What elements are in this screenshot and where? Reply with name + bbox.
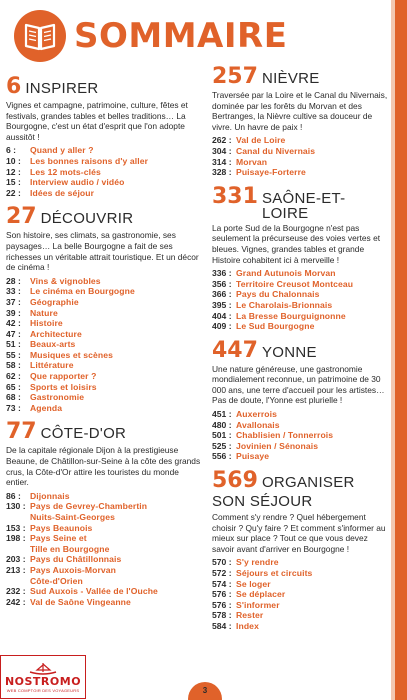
entry-page: 584 :: [212, 620, 232, 631]
entry-list: [212, 268, 388, 332]
entry-page: 404 :: [212, 310, 232, 321]
brand-subtitle: WEB COMPTOIR DES VOYAGEURS: [6, 687, 80, 693]
section-description: Vignes et campagne, patrimoine, culture, fêtes et festivals, grandes tables et belles traditions… La Bourgogne, c'est un état d'esprit que l'on adopte aussitôt !: [6, 100, 188, 142]
page-edge-strip: [395, 0, 407, 700]
entry-label: [30, 533, 109, 554]
entry-label-text: Quand y aller ?: [30, 145, 94, 156]
entry-page: 232 :: [6, 586, 26, 597]
entry-page: 153 :: [6, 522, 26, 533]
entry-label: [30, 382, 97, 393]
entry-label: [236, 321, 314, 332]
entry-label: [30, 188, 94, 199]
section-title: YONNE: [261, 343, 317, 361]
entry-label-text: La Bresse Bourguignonne: [236, 310, 346, 321]
toc-entry[interactable]: [212, 420, 388, 431]
entry-label-text: Géographie: [30, 296, 79, 307]
toc-entry[interactable]: [212, 441, 388, 452]
brand-name: NOSTROMO: [4, 674, 82, 688]
section-title: DÉCOUVRIR: [40, 210, 134, 228]
section-page-number: 569: [212, 468, 258, 494]
entry-page: 15 :: [6, 177, 21, 188]
entry-label: [236, 610, 263, 621]
entry-label-text: Nature: [30, 307, 58, 318]
entry-label-text: Architecture: [30, 328, 82, 339]
entry-label: [236, 451, 269, 462]
section-description: La porte Sud de la Bourgogne n'est pas seulement la précurseuse des voies vertes et bleues. Vignes, grandes tables et grande Histoire cohabitent ici à merveille !: [212, 222, 381, 265]
toc-entry[interactable]: [6, 491, 202, 502]
entry-label-text: Littérature: [30, 360, 74, 371]
entry-page: 73 :: [6, 402, 21, 413]
toc-section: [212, 183, 388, 332]
toc-entry[interactable]: [6, 371, 202, 382]
entry-page: 55 :: [6, 349, 21, 360]
entry-list: [212, 557, 388, 631]
entry-label: [30, 308, 58, 319]
section-title: ORGANISER: [261, 474, 355, 492]
toc-entry[interactable]: [6, 188, 202, 199]
entry-label: [236, 430, 333, 441]
brand-ship-icon: [28, 662, 58, 676]
entry-page: 47 :: [6, 328, 21, 339]
entry-label: [30, 360, 74, 371]
entry-label-text: Le Sud Bourgogne: [236, 321, 315, 332]
entry-label-text: Histoire: [30, 318, 63, 329]
entry-label: [236, 409, 277, 420]
entry-label: [30, 350, 113, 361]
entry-page: 556 :: [212, 451, 232, 462]
entry-label: [30, 554, 121, 565]
entry-label-text: Pays Auxois-Morvan: [30, 564, 117, 575]
toc-entry[interactable]: [212, 451, 388, 462]
entry-label-text: Beaux-arts: [30, 339, 76, 350]
entry-label: [236, 589, 285, 600]
toc-entry[interactable]: [212, 610, 388, 621]
entry-page: 6 :: [6, 145, 17, 156]
open-book-icon: [22, 19, 58, 53]
entry-label: [30, 371, 96, 382]
toc-entry[interactable]: [6, 308, 202, 319]
entry-label: [236, 289, 319, 300]
entry-label-text: Avallonais: [236, 419, 280, 430]
entry-page: 58 :: [6, 360, 21, 371]
entry-label-text: Dijonnais: [30, 490, 70, 501]
section-description: Son histoire, ses climats, sa gastronomie, ses paysages… La belle Bourgogne a fait de ses richesses un véritable attrait touristique. Et un décor de cinéma !: [6, 230, 199, 273]
entry-label: [236, 420, 280, 431]
section-description: Comment s'y rendre ? Quel hébergement choisir ? Qu'y faire ? Et comment s'informer au mieux sur place ? Tout ce que vous devez savoir avant d'arriver en Bourgogne !: [212, 512, 386, 554]
entry-label: [30, 145, 94, 156]
toc-entry[interactable]: [212, 135, 388, 146]
logo-badge: [14, 10, 66, 62]
entry-label-text: Jovinien / Sénonais: [236, 440, 319, 451]
toc-entry[interactable]: [6, 177, 202, 188]
toc-entry[interactable]: [212, 621, 388, 632]
entry-label-text: Séjours et circuits: [236, 568, 313, 578]
entry-label-text: Canal du Nivernais: [236, 145, 316, 156]
entry-label-text: Sud Auxois - Vallée de l'Ouche: [30, 586, 158, 597]
toc-entry[interactable]: [6, 286, 202, 297]
entry-page: 314 :: [212, 156, 232, 167]
toc-entry[interactable]: [212, 430, 388, 441]
section-title-line2: SON SÉJOUR: [212, 493, 313, 511]
entry-label: [236, 167, 306, 178]
entry-page: 356 :: [212, 278, 232, 289]
entry-page: 28 :: [6, 275, 21, 286]
entry-page: 328 :: [212, 167, 232, 178]
toc-entry[interactable]: [212, 268, 388, 279]
entry-page: 409 :: [212, 321, 232, 332]
entry-page: 130 :: [6, 501, 26, 512]
entry-label: [30, 339, 75, 350]
entry-label: [236, 300, 332, 311]
toc-entry[interactable]: [6, 145, 202, 156]
entry-page: 68 :: [6, 392, 21, 403]
entry-label: [30, 286, 135, 297]
entry-label: [236, 279, 353, 290]
toc-entry[interactable]: [212, 146, 388, 157]
section-page-number: 331: [212, 183, 258, 209]
section-description: Traversée par la Loire et le Canal du Nivernais, dominée par les forêts du Morvan et des Bertranges, la Nièvre cultive sa douceur de vivre. Un havre de paix !: [212, 90, 388, 132]
entry-label: [236, 441, 318, 452]
section-page-number: 447: [212, 337, 258, 363]
entry-page: 336 :: [212, 268, 232, 279]
entry-label: [236, 621, 259, 632]
entry-label: [30, 491, 70, 502]
entry-label-text: Les 12 mots-clés: [30, 166, 101, 177]
toc-entry[interactable]: [212, 279, 388, 290]
entry-label-text: Agenda: [30, 402, 63, 413]
entry-label-text: Idées de séjour: [30, 187, 95, 198]
toc-column-right: [212, 66, 388, 640]
page-number-badge: [188, 682, 222, 700]
section-page-number: 257: [212, 64, 258, 89]
section-page-number: 27: [6, 204, 37, 230]
entry-page: 39 :: [6, 307, 21, 318]
toc-entry[interactable]: [212, 409, 388, 420]
section-page-number: 77: [6, 419, 37, 445]
entry-page: 12 :: [6, 166, 21, 177]
entry-label: [30, 276, 101, 287]
entry-label: [236, 135, 285, 146]
toc-section: [212, 66, 388, 178]
entry-page: 451 :: [212, 409, 232, 420]
entry-label-text: Musiques et scènes: [30, 349, 113, 360]
toc-column-left: [6, 76, 202, 615]
entry-label: [30, 392, 84, 403]
entry-label: [236, 146, 315, 157]
entry-label-text: Vins & vignobles: [30, 275, 101, 286]
section-title: CÔTE-D'OR: [40, 425, 127, 443]
entry-page: 86 :: [6, 490, 21, 501]
entry-list: [6, 145, 202, 198]
entry-label: [30, 297, 79, 308]
toc-entry[interactable]: [6, 554, 202, 565]
toc-entry[interactable]: [6, 276, 202, 287]
toc-section: [212, 470, 388, 632]
toc-entry[interactable]: [6, 297, 202, 308]
entry-label: [30, 156, 148, 167]
toc-entry[interactable]: [212, 568, 388, 579]
entry-page: 570 :: [212, 557, 232, 568]
entry-label-text: Interview audio / vidéo: [30, 177, 125, 188]
entry-page: 51 :: [6, 339, 21, 350]
toc-entry[interactable]: [6, 318, 202, 329]
entry-page: 213 :: [6, 564, 26, 575]
entry-page: 480 :: [212, 419, 232, 430]
entry-label: [236, 579, 271, 590]
toc-entry[interactable]: [6, 523, 202, 534]
toc-section: [6, 421, 202, 607]
entry-page: 10 :: [6, 155, 21, 166]
entry-page: 395 :: [212, 299, 232, 310]
entry-list: [212, 135, 388, 177]
toc-entry[interactable]: [6, 339, 202, 350]
entry-list: [6, 491, 202, 608]
toc-entry[interactable]: [6, 597, 202, 608]
entry-page: 262 :: [212, 135, 232, 146]
entry-label-text: Pays de Gevrey-Chambertin: [30, 501, 148, 512]
entry-label: [30, 167, 101, 178]
entry-label: [30, 523, 92, 534]
entry-label-text: Se déplacer: [236, 589, 286, 600]
toc-entry[interactable]: [212, 157, 388, 168]
entry-page: 198 :: [6, 533, 26, 544]
entry-label-text: Territoire Creusot Montceau: [236, 278, 354, 289]
entry-label: [30, 501, 147, 522]
entry-label-text: Gastronomie: [30, 392, 85, 403]
toc-entry[interactable]: [212, 289, 388, 300]
toc-entry[interactable]: [6, 350, 202, 361]
entry-page: 304 :: [212, 145, 232, 156]
section-heading: [212, 66, 388, 88]
entry-page: 22 :: [6, 187, 21, 198]
entry-label-text: Sports et loisirs: [30, 381, 97, 392]
toc-entry[interactable]: [212, 311, 388, 322]
entry-page: 576 :: [212, 589, 232, 600]
entry-label-text: Pays Beaunois: [30, 522, 93, 533]
entry-label: [30, 597, 131, 608]
entry-label: [30, 403, 62, 414]
entry-label-text: Chablisien / Tonnerrois: [236, 430, 334, 441]
entry-page: 525 :: [212, 440, 232, 451]
entry-label: [30, 565, 116, 586]
entry-label-text: Le cinéma en Bourgogne: [30, 286, 135, 297]
entry-label: [30, 329, 82, 340]
entry-page: 242 :: [6, 596, 26, 607]
section-heading: [6, 421, 202, 443]
toc-section: [6, 76, 202, 198]
toc-entry[interactable]: [212, 589, 388, 600]
toc-entry[interactable]: [6, 329, 202, 340]
entry-page: 501 :: [212, 430, 232, 441]
entry-label-text: Les bonnes raisons d'y aller: [30, 155, 149, 166]
section-title: SAÔNE-ET-LOIRE: [261, 189, 346, 222]
entry-page: 572 :: [212, 568, 232, 578]
entry-label-text: S'informer: [236, 599, 280, 610]
entry-label-text: Grand Autunois Morvan: [236, 268, 336, 279]
section-heading: [212, 183, 388, 222]
entry-label-text: Puisaye-Forterre: [236, 167, 306, 178]
section-description: Une nature généreuse, une gastronomie mondialement reconnue, un patrimoine de 30 000 ans, une terre d'accueil pour les artistes… Pas de doute, l'Yonne est plurielle !: [212, 363, 385, 406]
entry-label: [236, 557, 279, 568]
entry-page: 62 :: [6, 371, 21, 382]
toc-entry[interactable]: [212, 300, 388, 311]
entry-list: [6, 276, 202, 414]
entry-page: 366 :: [212, 289, 232, 300]
entry-label: [236, 568, 312, 579]
toc-section: [6, 206, 202, 413]
entry-page: 576 :: [212, 599, 232, 610]
entry-page: 42 :: [6, 318, 21, 329]
toc-entry[interactable]: [6, 403, 202, 414]
entry-label-text: Que rapporter ?: [30, 371, 97, 382]
section-title: INSPIRER: [25, 80, 99, 97]
toc-entry[interactable]: [212, 600, 388, 611]
entry-label: [30, 586, 158, 597]
brand-watermark: [0, 655, 86, 699]
toc-entry[interactable]: [6, 167, 202, 178]
entry-label: [236, 268, 336, 279]
toc-entry[interactable]: [6, 586, 202, 597]
entry-label-text: Auxerrois: [236, 409, 278, 420]
toc-entry[interactable]: [212, 579, 388, 590]
toc-entry[interactable]: [6, 392, 202, 403]
section-description: De la capitale régionale Dijon à la prestigieuse Beaune, de Châtillon-sur-Seine à la côte des grands crus, la Côte-d'Or attire les touristes du monde entier.: [6, 445, 201, 488]
entry-label-text: Val de Loire: [236, 135, 286, 146]
entry-label-text: Puisaye: [236, 451, 270, 462]
toc-entry[interactable]: [6, 156, 202, 167]
entry-list: [212, 409, 388, 462]
entry-label: [30, 318, 63, 329]
entry-label-text: Le Charolais-Brionnais: [236, 299, 333, 310]
entry-label-text: Rester: [236, 610, 264, 621]
entry-label: [236, 600, 280, 611]
entry-label-line2: Nuits-Saint-Georges: [30, 512, 115, 522]
entry-label-text: Pays du Chalonnais: [236, 289, 320, 300]
entry-label-text: Se loger: [236, 578, 271, 589]
toc-entry[interactable]: [212, 167, 388, 178]
entry-label-text: Pays Seine et: [30, 533, 87, 544]
entry-page: 578 :: [212, 610, 232, 621]
page-number: 3: [202, 686, 208, 695]
entry-label-text: Morvan: [236, 156, 268, 167]
toc-entry[interactable]: [6, 382, 202, 393]
toc-entry[interactable]: [6, 501, 202, 522]
header: [14, 10, 287, 62]
toc-entry[interactable]: [6, 565, 202, 586]
section-heading: [6, 206, 202, 228]
section-heading: [212, 470, 388, 492]
toc-entry[interactable]: [212, 321, 388, 332]
entry-label: [236, 311, 346, 322]
entry-page: 203 :: [6, 554, 26, 565]
entry-label: [236, 157, 267, 168]
toc-entry[interactable]: [6, 533, 202, 554]
entry-page: 37 :: [6, 296, 21, 307]
toc-entry[interactable]: [6, 360, 202, 371]
page-title: SOMMAIRE: [74, 16, 288, 56]
entry-label-text: Val de Saône Vingeanne: [30, 596, 131, 607]
entry-label-text: S'y rendre: [236, 557, 279, 568]
toc-section: [212, 337, 388, 462]
section-title: NIÈVRE: [261, 70, 320, 87]
entry-label: [30, 177, 124, 188]
section-heading: [212, 337, 388, 363]
entry-page: 65 :: [6, 381, 21, 392]
section-heading: [6, 76, 202, 98]
entry-page: 33 :: [6, 286, 21, 297]
entry-page: 574 :: [212, 578, 232, 589]
entry-label-text: Index: [236, 620, 259, 631]
toc-entry[interactable]: [212, 557, 388, 568]
entry-label-line2: Côte-d'Orien: [30, 575, 83, 586]
section-page-number: 6: [6, 74, 22, 99]
entry-label-text: Pays du Châtillonnais: [30, 554, 122, 565]
entry-label-line2: Tille en Bourgogne: [30, 543, 110, 554]
